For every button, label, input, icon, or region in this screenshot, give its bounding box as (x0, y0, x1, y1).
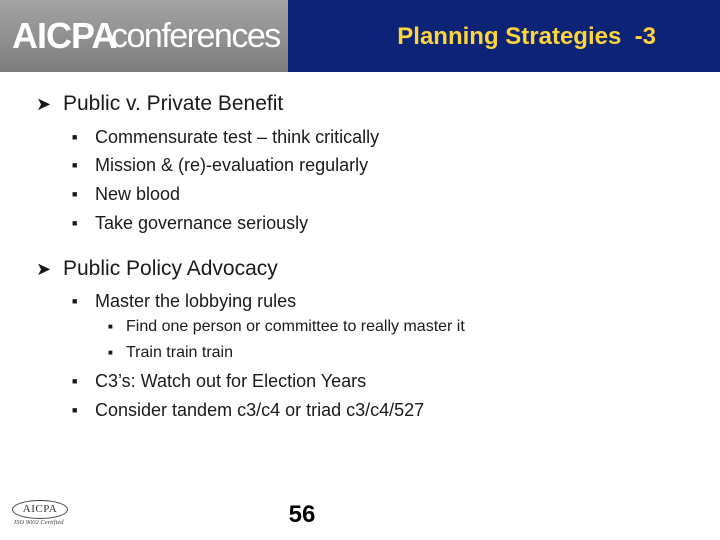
bullet-level2 (72, 212, 308, 234)
square-bullet-icon: ■ (108, 322, 113, 331)
bullet-text: Public v. Private Benefit (63, 92, 284, 115)
bullet-level2 (72, 370, 366, 392)
bullet-text: Mission & (re)-evaluation regularly (95, 155, 369, 175)
bullet-level2 (72, 183, 180, 205)
square-bullet-icon: ■ (72, 218, 78, 228)
square-bullet-icon: ■ (72, 132, 78, 142)
arrow-bullet-icon: ➤ (36, 259, 52, 279)
bullet-level2 (72, 399, 424, 421)
bullet-level3 (108, 343, 233, 363)
bullet-level1 (36, 257, 278, 281)
square-bullet-icon: ■ (72, 160, 78, 170)
bullet-text: Find one person or committee to really master it (126, 318, 465, 335)
square-bullet-icon: ■ (72, 189, 78, 199)
bullet-level2 (72, 290, 296, 312)
brand-aicpa-text: AICPA (12, 15, 117, 56)
bullet-text: Take governance seriously (95, 213, 309, 233)
aicpa-oval-logo: AICPA (12, 500, 68, 519)
arrow-bullet-icon: ➤ (36, 94, 52, 114)
bullet-text: Master the lobbying rules (95, 291, 297, 311)
slide-title: Planning Strategies -3 (397, 23, 656, 50)
aicpa-iso-logo (12, 500, 68, 528)
bullet-level2 (72, 154, 368, 176)
iso-certification-text: ISO 9002 Certified (14, 519, 64, 526)
bullet-text: Commensurate test – think critically (95, 127, 380, 147)
bullet-level2 (72, 126, 379, 148)
bullet-text: C3’s: Watch out for Election Years (95, 371, 367, 391)
square-bullet-icon: ■ (72, 296, 78, 306)
brand-conferences-text: conferences (111, 17, 280, 55)
bullet-text: Train train train (126, 344, 233, 361)
bullet-text: Consider tandem c3/c4 or triad c3/c4/527 (95, 400, 425, 420)
page-number: 56 (288, 501, 316, 528)
square-bullet-icon: ■ (108, 348, 113, 357)
bullet-text: New blood (95, 184, 181, 204)
bullet-text: Public Policy Advocacy (63, 257, 278, 280)
square-bullet-icon: ■ (72, 376, 78, 386)
square-bullet-icon: ■ (72, 405, 78, 415)
bullet-level1 (36, 92, 283, 116)
bullet-level3 (108, 317, 465, 337)
